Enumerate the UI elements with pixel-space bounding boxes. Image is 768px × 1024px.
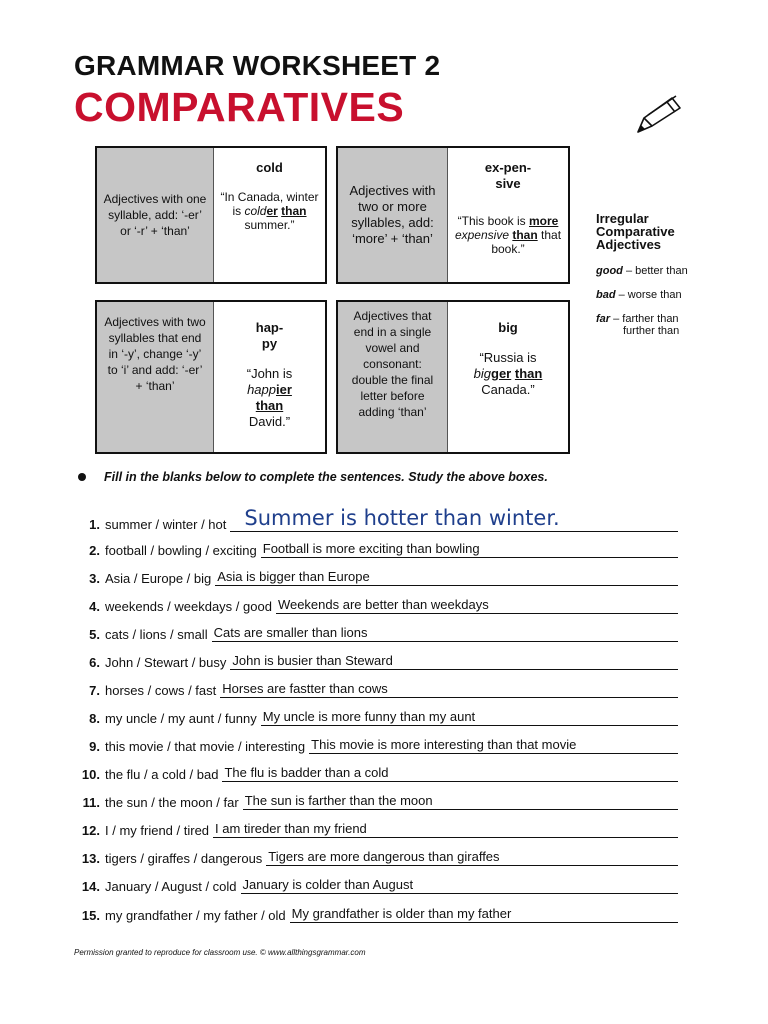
answer-field[interactable]: Football is more exciting than bowling xyxy=(261,541,678,558)
irregular-adjectives-panel xyxy=(596,212,746,337)
answer-field[interactable]: Weekends are better than weekdays xyxy=(276,597,678,614)
example-adjective: cold xyxy=(256,160,283,175)
exercise-row-12: 12. I / my friend / tired I am tireder than my friend xyxy=(74,818,678,838)
exercise-row-1: 1. summer / winter / hot Summer is hotter than winter. xyxy=(74,506,678,532)
irregular-title: Irregular Comparative Adjectives xyxy=(596,211,675,252)
answer-field[interactable]: January is colder than August xyxy=(241,877,678,894)
answer-field[interactable]: Tigers are more dangerous than giraffes xyxy=(266,849,678,866)
exercise-row-6: 6. John / Stewart / busy John is busier than Steward xyxy=(74,650,678,670)
rule-text: Adjectives with two or more syllables, add: ‘more’ + ‘than’ xyxy=(338,148,448,282)
answer-field[interactable]: The sun is farther than the moon xyxy=(243,793,678,810)
exercise-row-15: 15. my grandfather / my father / old My grandfather is older than my father xyxy=(74,903,678,923)
example-adjective: big xyxy=(498,320,518,335)
exercise-row-10: 10. the flu / a cold / bad The flu is badder than a cold xyxy=(74,762,678,782)
example-sentence: “John is happier than David.” xyxy=(246,366,293,429)
exercise-row-7: 7. horses / cows / fast Horses are fastter than cows xyxy=(74,678,678,698)
irregular-item-good: good – better than xyxy=(596,265,688,277)
worksheet-title: GRAMMAR WORKSHEET 2 xyxy=(74,50,441,81)
exercise-row-13: 13. tigers / giraffes / dangerous Tigers are more dangerous than giraffes xyxy=(74,846,678,866)
bullet-icon xyxy=(78,473,86,481)
rule-box-two-syllables xyxy=(336,146,570,284)
exercise-row-9: 9. this movie / that movie / interesting This movie is more interesting than that movie xyxy=(74,734,678,754)
copyright-footer: Permission granted to reproduce for classroom use. © www.allthingsgrammar.com xyxy=(74,948,366,957)
answer-field[interactable]: My grandfather is older than my father xyxy=(290,906,678,923)
exercise-row-14: 14. January / August / cold January is colder than August xyxy=(74,874,678,894)
exercise-row-2: 2. football / bowling / exciting Football is more exciting than bowling xyxy=(74,538,678,558)
example-sentence: “In Canada, winter is colder than summer.” xyxy=(220,190,319,232)
exercise-row-5: 5. cats / lions / small Cats are smaller than lions xyxy=(74,622,678,642)
rule-text: Adjectives with two syllables that end in ‘-y’, change ‘-y’ to ‘i’ and add: ‘-er’ + ‘than’ xyxy=(97,302,214,452)
exercise-row-3: 3. Asia / Europe / big Asia is bigger than Europe xyxy=(74,566,678,586)
answer-field[interactable]: John is busier than Steward xyxy=(230,653,678,670)
exercise-row-4: 4. weekends / weekdays / good Weekends are better than weekdays xyxy=(74,594,678,614)
rule-text: Adjectives with one syllable, add: ‘-er’ or ‘-r’ + ‘than’ xyxy=(97,148,214,282)
answer-field[interactable]: The flu is badder than a cold xyxy=(222,765,678,782)
answer-field[interactable]: Cats are smaller than lions xyxy=(212,625,678,642)
instructions: Fill in the blanks below to complete the sentences. Study the above boxes. xyxy=(78,470,548,484)
rule-box-one-syllable xyxy=(95,146,327,284)
irregular-item-far: far – farther than further than xyxy=(596,313,680,337)
example-sentence: “Russia is bigger than Canada.” xyxy=(473,350,543,397)
answer-field[interactable]: Summer is hotter than winter. xyxy=(230,505,678,532)
worksheet-subtitle: COMPARATIVES xyxy=(74,84,405,130)
rule-box-y-ending xyxy=(95,300,327,454)
example-adjective: ex-pen-sive xyxy=(484,160,532,191)
rule-text: Adjectives that end in a single vowel and consonant: double the final letter before adding ‘than’ xyxy=(338,302,448,452)
irregular-item-bad: bad – worse than xyxy=(596,289,682,301)
pencil-icon xyxy=(634,92,686,136)
answer-field[interactable]: Horses are fastter than cows xyxy=(220,681,678,698)
answer-field[interactable]: My uncle is more funny than my aunt xyxy=(261,709,678,726)
exercise-row-8: 8. my uncle / my aunt / funny My uncle is more funny than my aunt xyxy=(74,706,678,726)
rule-box-double-consonant xyxy=(336,300,570,454)
answer-field[interactable]: This movie is more interesting than that movie xyxy=(309,737,678,754)
example-adjective: hap-py xyxy=(255,320,284,351)
answer-field[interactable]: Asia is bigger than Europe xyxy=(215,569,678,586)
exercise-row-11: 11. the sun / the moon / far The sun is farther than the moon xyxy=(74,790,678,810)
answer-field[interactable]: I am tireder than my friend xyxy=(213,821,678,838)
example-sentence: “This book is more expensive than that book.” xyxy=(454,214,562,256)
